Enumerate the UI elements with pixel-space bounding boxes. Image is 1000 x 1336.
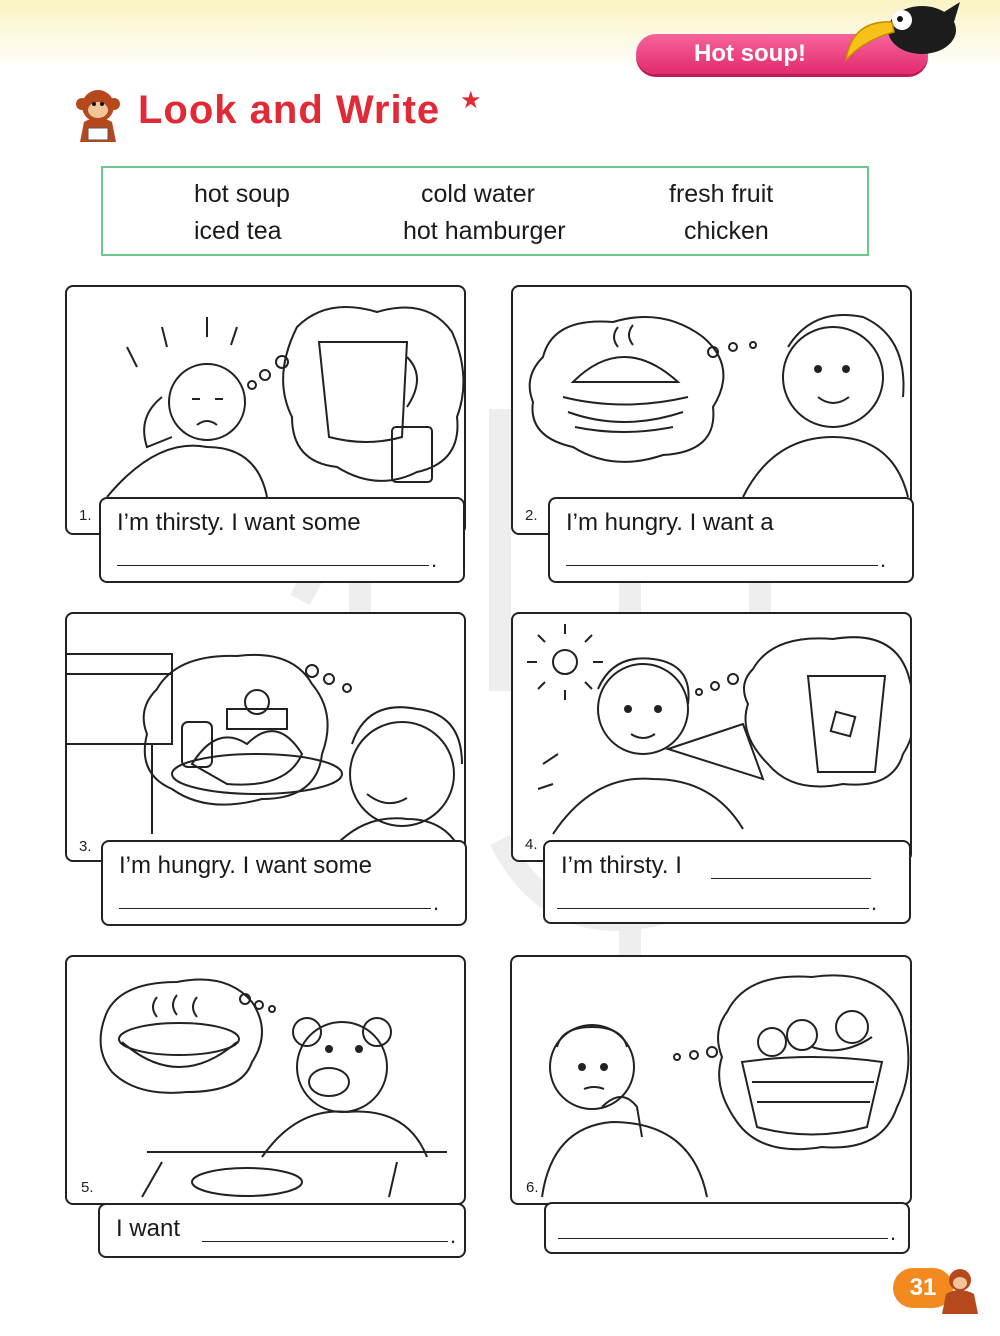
picture-panel-3 — [65, 612, 466, 862]
word-bank-item: hot soup — [194, 180, 290, 208]
sentence-period: . — [890, 1220, 897, 1245]
answer-blank[interactable] — [119, 908, 431, 909]
sentence-period: . — [433, 890, 440, 915]
toucan-icon — [832, 0, 962, 70]
section-title: Look and Write — [138, 88, 441, 132]
word-bank-item: iced tea — [194, 217, 282, 245]
answer-blank[interactable] — [557, 908, 869, 909]
exercise-number: 1. — [79, 507, 92, 524]
monkey-fruit-illustration — [512, 957, 912, 1205]
answer-box-4 — [543, 840, 911, 924]
exercise-sentence: I’m hungry. I want some — [119, 852, 372, 879]
answer-blank[interactable] — [202, 1241, 448, 1242]
unit-title: Hot soup! — [694, 40, 806, 67]
answer-box-6 — [544, 1202, 910, 1254]
picture-panel-5 — [65, 955, 466, 1205]
bear-soup-illustration — [67, 957, 466, 1205]
answer-box-3 — [101, 840, 467, 926]
word-bank-item: cold water — [421, 180, 535, 208]
exercise-number: 2. — [525, 507, 538, 524]
thirsty-boy-illustration — [513, 614, 912, 862]
monkey-icon — [938, 1264, 982, 1316]
star-icon: ★ — [460, 87, 482, 114]
exercise-sentence: I’m thirsty. I want some — [117, 509, 361, 536]
answer-blank[interactable] — [711, 878, 871, 879]
word-bank — [101, 166, 869, 256]
exercise-number: 4. — [525, 836, 538, 853]
word-bank-item: hot hamburger — [403, 217, 566, 245]
word-bank-item: fresh fruit — [669, 180, 774, 208]
exercise-number: 6. — [526, 1179, 539, 1196]
exercise-number: 3. — [79, 838, 92, 855]
exercise-sentence: I want — [116, 1215, 181, 1242]
exercise-number: 5. — [81, 1179, 94, 1196]
answer-box-1 — [99, 497, 465, 583]
picture-panel-6 — [510, 955, 912, 1205]
answer-blank[interactable] — [558, 1238, 888, 1239]
answer-blank[interactable] — [117, 565, 429, 566]
sentence-period: . — [450, 1223, 457, 1248]
answer-blank[interactable] — [566, 565, 878, 566]
hungry-boy-illustration — [67, 614, 466, 862]
answer-box-2 — [548, 497, 914, 583]
exercise-sentence: I’m hungry. I want a — [566, 509, 774, 536]
page-number: 31 — [893, 1268, 953, 1308]
answer-box-5 — [98, 1203, 466, 1258]
monkey-icon — [66, 84, 130, 144]
picture-panel-4 — [511, 612, 912, 862]
sentence-period: . — [431, 547, 438, 572]
sentence-period: . — [871, 890, 878, 915]
sentence-period: . — [880, 547, 887, 572]
exercise-sentence: I’m thirsty. I — [561, 852, 682, 879]
word-bank-item: chicken — [684, 217, 769, 245]
